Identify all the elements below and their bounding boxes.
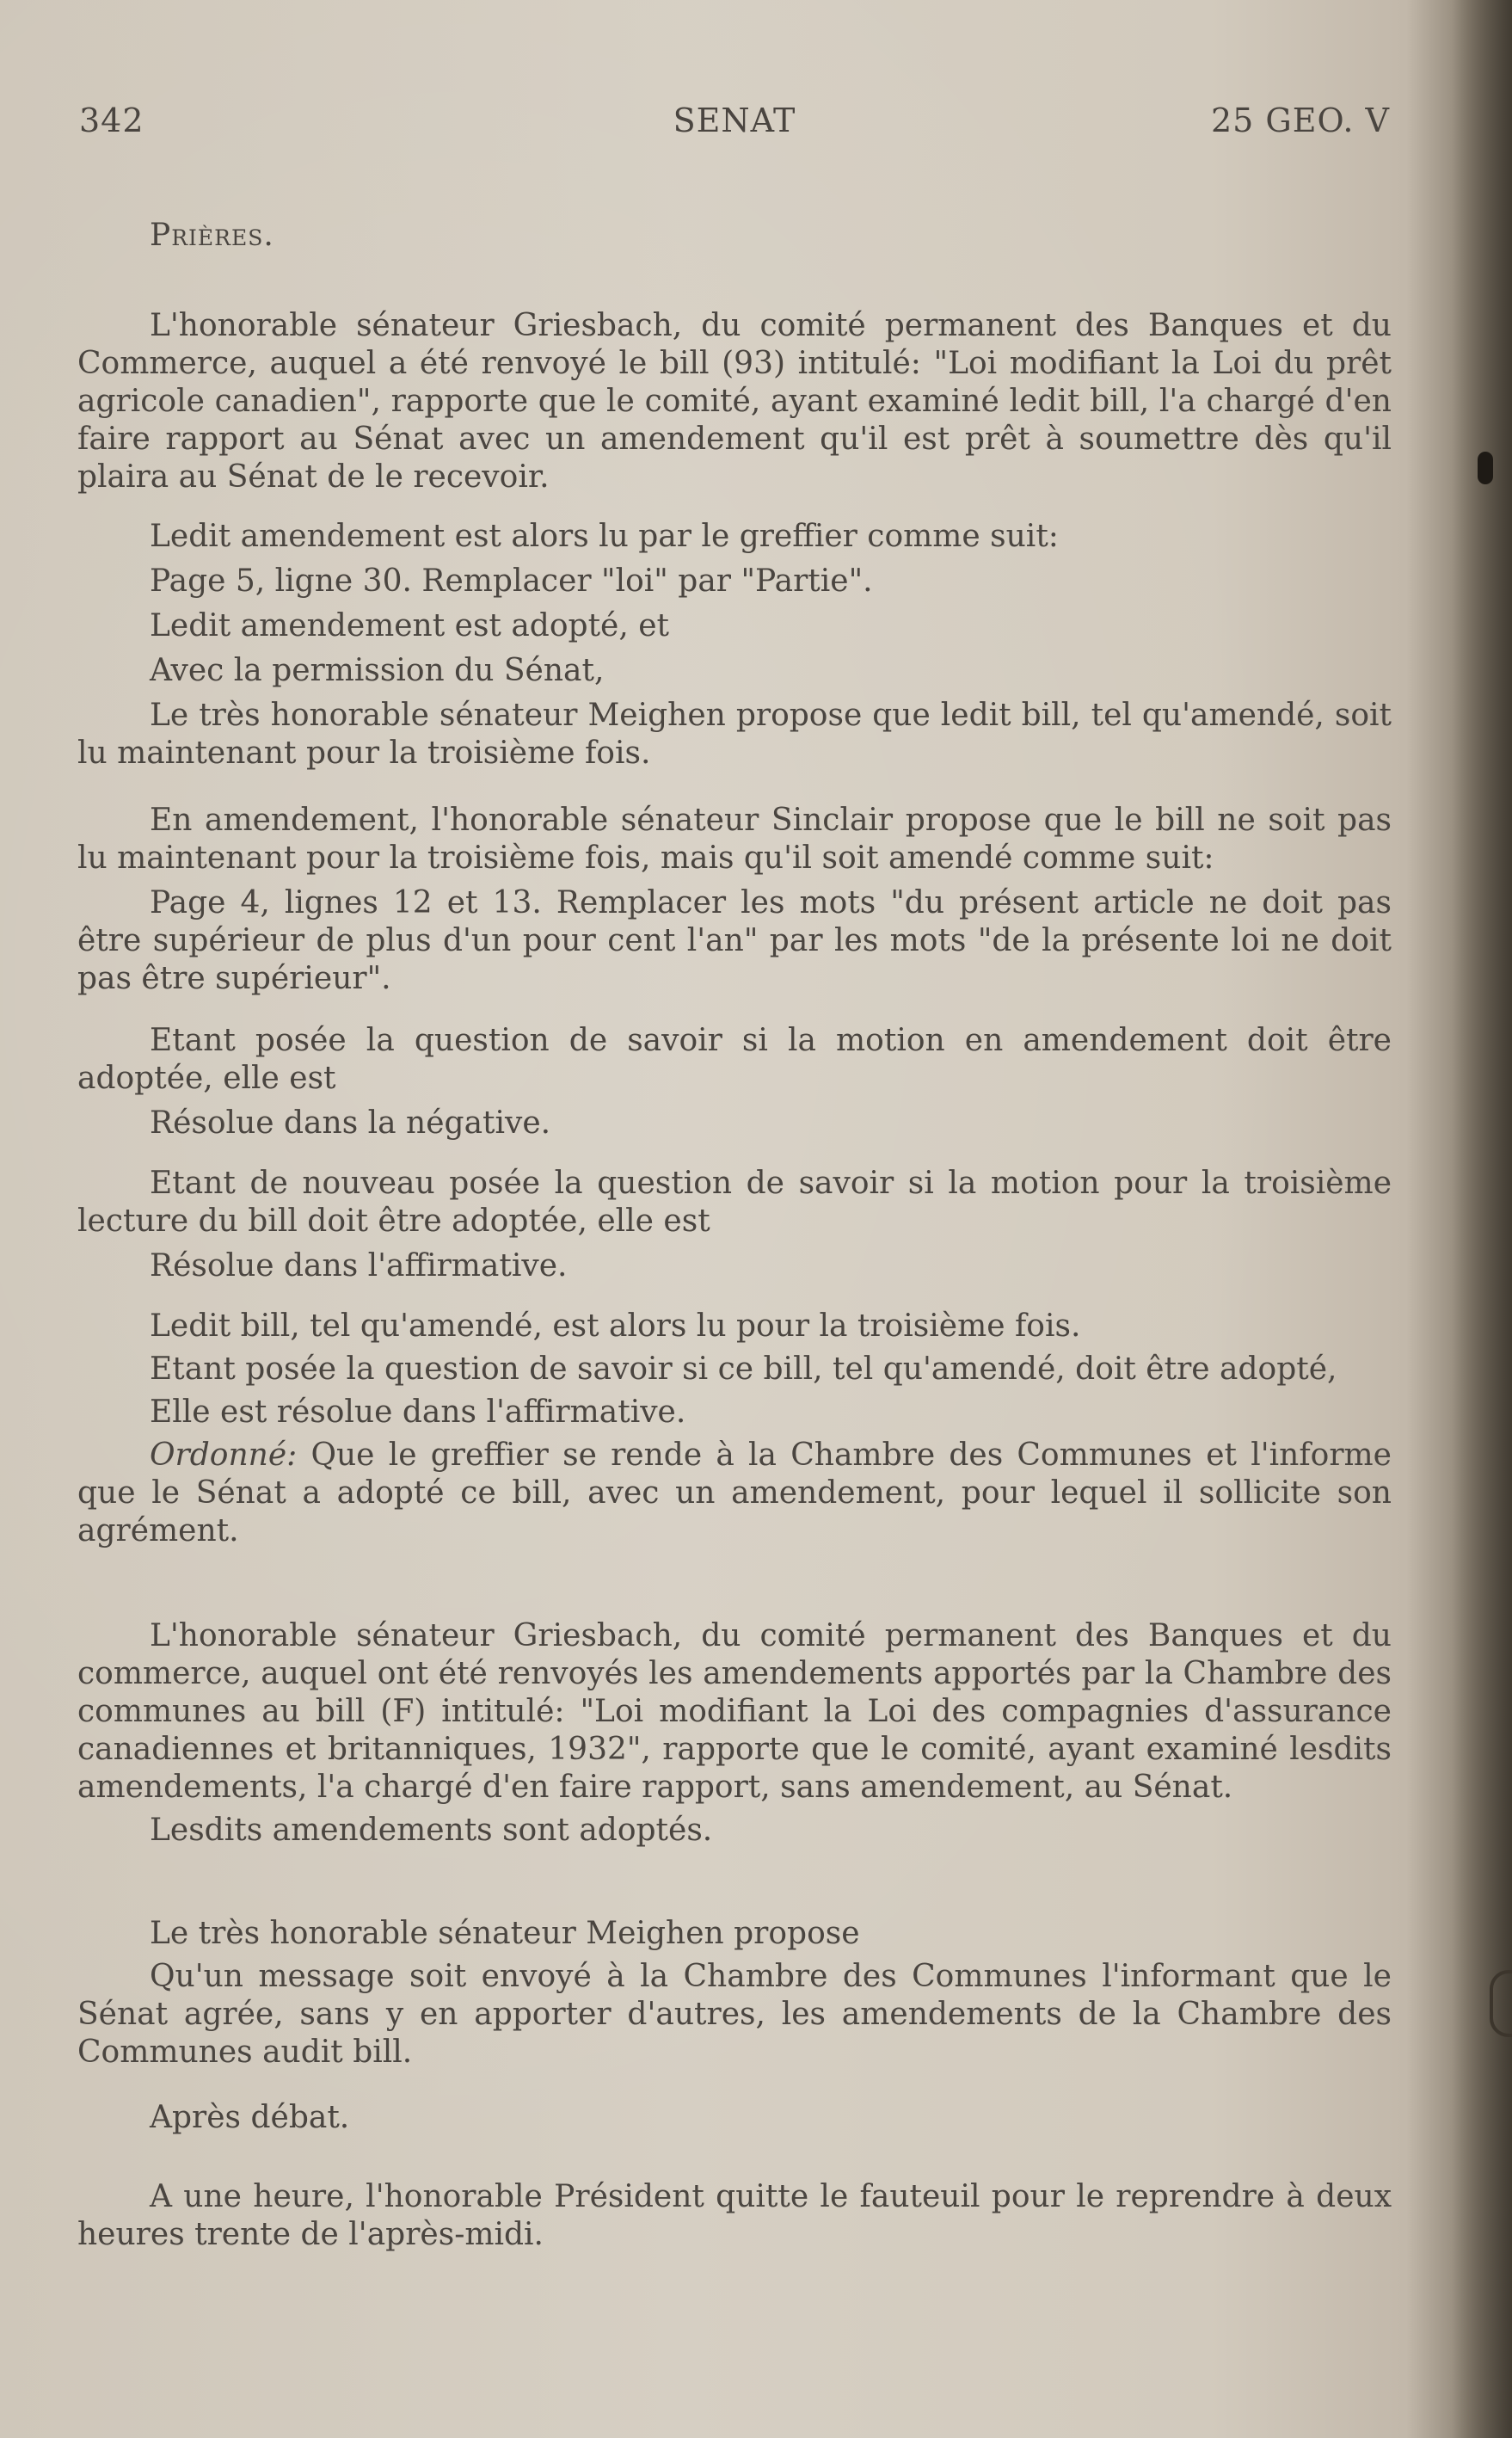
paragraph-ordered <box>77 1437 1392 1550</box>
paragraph-block-5 <box>77 1165 1392 1285</box>
paragraph-amendment-text: Page 5, ligne 30. Remplacer "loi" par "Partie". <box>150 563 873 599</box>
paragraph-meighen-proposes-2: Le très honorable sénateur Meighen propose <box>150 1916 860 1951</box>
binding-shadow <box>1452 0 1512 2438</box>
paragraph-resolved-affirmative-2: Elle est résolue dans l'affirmative. <box>150 1394 686 1430</box>
header-title: SENAT <box>673 102 796 139</box>
paragraph-amendments-adopted: Lesdits amendements sont adoptés. <box>150 1813 713 1848</box>
paragraph-question-adopted: Etant posée la question de savoir si ce bill, tel qu'amendé, doit être adopté, <box>150 1351 1337 1387</box>
paragraph-block-3 <box>77 802 1392 998</box>
binding-ring <box>1490 1970 1512 2037</box>
paragraph-sinclair-amendment-text: Page 4, lignes 12 et 13. Remplacer les mots "du présent article ne doit pas être supérieur de plus d'un pour cent l'an" par les mots "de la présente loi ne doit pas être supérieur". <box>77 885 1392 996</box>
paragraph-sinclair-amendment: En amendement, l'honorable sénateur Sinclair propose que le bill ne soit pas lu maintenant pour la troisième fois, mais qu'il soit amendé comme suit: <box>77 803 1392 876</box>
paragraph-block-7 <box>77 1617 1392 1850</box>
paragraph-block-4 <box>77 1022 1392 1142</box>
paragraph-block-9 <box>77 2099 1392 2137</box>
binding-hole <box>1478 452 1493 484</box>
ordered-label: Ordonné: <box>150 1438 298 1473</box>
paragraph-after-debate: Après débat. <box>150 2100 350 2135</box>
paragraph-meighen-proposes: Le très honorable sénateur Meighen propose que ledit bill, tel qu'amendé, soit lu maintenant pour la troisième fois. <box>77 698 1392 771</box>
page-number: 342 <box>79 102 144 139</box>
paragraph-resolved-affirmative: Résolue dans l'affirmative. <box>150 1248 568 1284</box>
paragraph-griesbach-report-1: L'honorable sénateur Griesbach, du comité permanent des Banques et du Commerce, auquel a été renvoyé le bill (93) intitulé: "Loi modifiant la Loi du prêt agricole canadien", rapporte que le comité, ayant examiné ledit bill, l'a chargé d'en faire rapport au Sénat avec un amendement qu'il est prêt à soumettre dès qu'il plaira au Sénat de le recevoir. <box>77 308 1392 495</box>
paragraph-question-amendment: Etant posée la question de savoir si la motion en amendement doit être adoptée, elle est <box>77 1023 1392 1096</box>
paragraph-griesbach-report-2: L'honorable sénateur Griesbach, du comité permanent des Banques et du commerce, auquel ont été renvoyés les amendements apportés par la Chambre des communes au bill (F) intitulé: "Loi modifiant la Loi des compagnies d'assurance canadiennes et britanniques, 1932", rapporte que le comité, ayant examiné lesdits amendements, l'a chargé d'en faire rapport, sans amendement, au Sénat. <box>77 1618 1392 1805</box>
paragraph-block-8 <box>77 1915 1392 2072</box>
paragraph-amendment-read: Ledit amendement est alors lu par le greffier comme suit: <box>150 519 1059 554</box>
paragraph-recess: A une heure, l'honorable Président quitte le fauteuil pour le reprendre à deux heures trente de l'après-midi. <box>77 2179 1392 2252</box>
ordered-text: Que le greffier se rende à la Chambre des Communes et l'informe que le Sénat a adopté ce bill, avec un amendement, pour lequel il sollicite son agrément. <box>77 1438 1392 1548</box>
paragraph-block-1 <box>77 307 1392 496</box>
paragraph-block-10 <box>77 2178 1392 2254</box>
paragraph-third-reading: Ledit bill, tel qu'amendé, est alors lu pour la troisième fois. <box>150 1308 1081 1344</box>
paragraph-message: Qu'un message soit envoyé à la Chambre des Communes l'informant que le Sénat agrée, sans y en apporter d'autres, les amendements de la Chambre des Communes audit bill. <box>77 1959 1392 2070</box>
paragraph-block-6 <box>77 1308 1392 1550</box>
section-heading-prieres: Prières. <box>150 218 274 253</box>
section-heading-block <box>77 217 1392 255</box>
page-header <box>79 102 1390 145</box>
paragraph-resolved-negative: Résolue dans la négative. <box>150 1105 551 1141</box>
header-regnal-year: 25 GEO. V <box>1210 102 1390 139</box>
paragraph-permission: Avec la permission du Sénat, <box>150 653 605 688</box>
paragraph-block-2 <box>77 518 1392 773</box>
paragraph-amendment-adopted: Ledit amendement est adopté, et <box>150 608 670 643</box>
paragraph-question-third-reading: Etant de nouveau posée la question de savoir si la motion pour la troisième lecture du bill doit être adoptée, elle est <box>77 1166 1392 1239</box>
